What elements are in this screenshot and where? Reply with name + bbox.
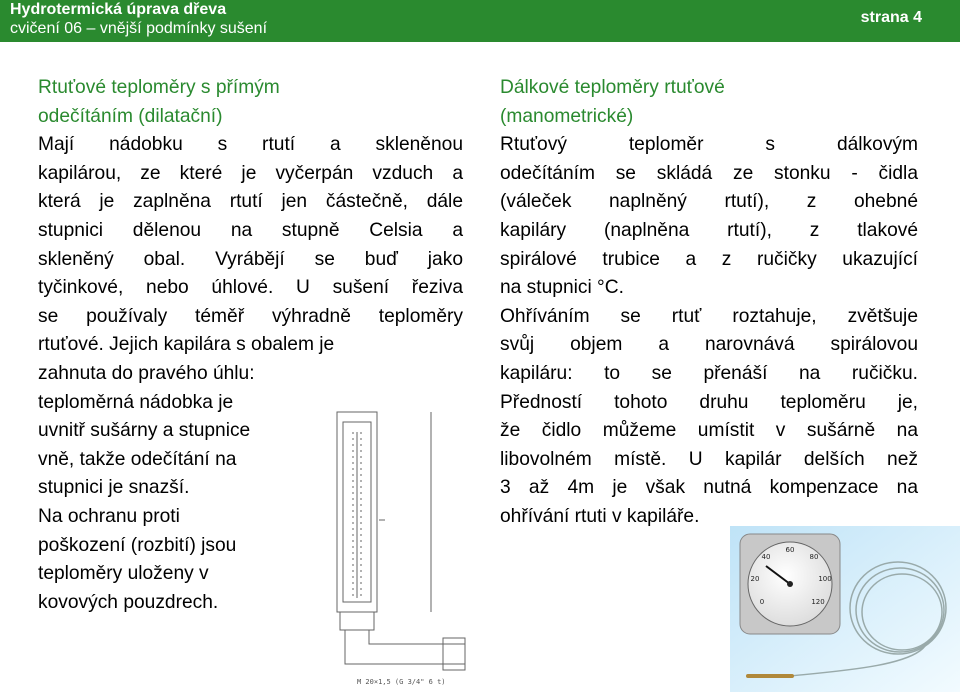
right-body-line: odečítáním se skládá ze stonku - čidla — [500, 162, 918, 184]
left-body-line: zahnuta do pravého úhlu: — [38, 362, 255, 384]
right-body-line: ohřívání rtuti v kapiláře. — [500, 505, 700, 527]
left-heading-line: odečítáním (dilatační) — [38, 105, 223, 127]
dial-number: 120 — [811, 598, 825, 606]
dial-number: 80 — [809, 553, 819, 561]
left-body-line: rtuťové. Jejich kapilára s obalem je — [38, 334, 335, 356]
left-body-line: se používaly téměř výhradně teploměry — [38, 305, 463, 327]
right-heading — [500, 74, 918, 131]
left-body-line: uvnitř sušárny a stupnice — [38, 420, 251, 442]
sketch-label: M 20×1,5 (G 3/4" 6 t) — [357, 678, 446, 686]
left-body-line: která je zaplněna rtutí jen částečně, dále — [38, 191, 463, 213]
left-body-line: stupnici je snazší. — [38, 477, 190, 499]
right-body-line: libovolném místě. U kapilár delších než — [500, 448, 918, 470]
right-body-line: (váleček naplněný rtutí), z ohebné — [500, 191, 918, 213]
right-body-line: Předností tohoto druhu teploměru je, — [500, 391, 918, 413]
right-body-line: že čidlo můžeme umístit v sušárně na — [500, 420, 918, 442]
right-body — [500, 131, 918, 531]
left-heading-line: Rtuťové teploměry s přímým — [38, 77, 280, 98]
dial-number: 100 — [818, 575, 832, 583]
left-body-line: kapilárou, ze které je vyčerpán vzduch a — [38, 162, 463, 184]
right-body-line: Rtuťový teploměr s dálkovým — [500, 134, 918, 156]
left-body-line: kovových pouzdrech. — [38, 591, 219, 613]
right-body-line: svůj objem a narovnává spirálovou — [500, 334, 918, 356]
left-body-line: teploměry uloženy v — [38, 563, 209, 585]
dial-number: 60 — [785, 546, 795, 554]
angle-thermometer-drawing — [315, 402, 495, 692]
remote-thermometer-photo — [730, 526, 960, 692]
needle-pivot — [787, 581, 793, 587]
right-column — [500, 74, 918, 532]
right-body-line: kapiláry (naplněna rtutí), z tlakové — [500, 219, 918, 241]
course-title: Hydrotermická úprava dřeva — [10, 1, 227, 18]
left-body-line: skleněný obal. Vyrábějí se buď jako — [38, 248, 463, 270]
lesson-subtitle: cvičení 06 – vnější podmínky sušení — [10, 20, 268, 37]
right-body-line: 3 až 4m je však nutná kompenzace na — [500, 477, 918, 499]
right-heading-line: (manometrické) — [500, 105, 634, 127]
right-heading-line: Dálkové teploměry rtuťové — [500, 77, 725, 98]
dial-number: 0 — [759, 598, 765, 606]
right-body-line: na stupnici °C. — [500, 277, 624, 299]
left-body-line: Na ochranu proti — [38, 505, 180, 527]
page-label: strana 4 — [860, 9, 922, 26]
left-body-line: Mají nádobku s rtutí a skleněnou — [38, 134, 463, 156]
left-heading — [38, 74, 463, 131]
left-body-line: stupnici dělenou na stupně Celsia a — [38, 219, 463, 241]
left-body-line: teploměrná nádobka je — [38, 391, 234, 413]
thermometer-outline — [337, 412, 465, 670]
left-body-line: vně, takže odečítání na — [38, 448, 237, 470]
dial-number: 20 — [750, 575, 760, 583]
left-body-line: poškození (rozbití) jsou — [38, 534, 237, 556]
dial-number: 40 — [761, 553, 771, 561]
left-body-line: tyčinkové, nebo úhlové. U sušení řeziva — [38, 277, 463, 299]
right-body-line: spirálové trubice a z ručičky ukazující — [500, 248, 918, 270]
right-body-line: Ohříváním se rtuť roztahuje, zvětšuje — [500, 305, 918, 327]
slide-header — [0, 0, 960, 42]
right-body-line: kapiláru: to se přenáší na ručičku. — [500, 362, 918, 384]
